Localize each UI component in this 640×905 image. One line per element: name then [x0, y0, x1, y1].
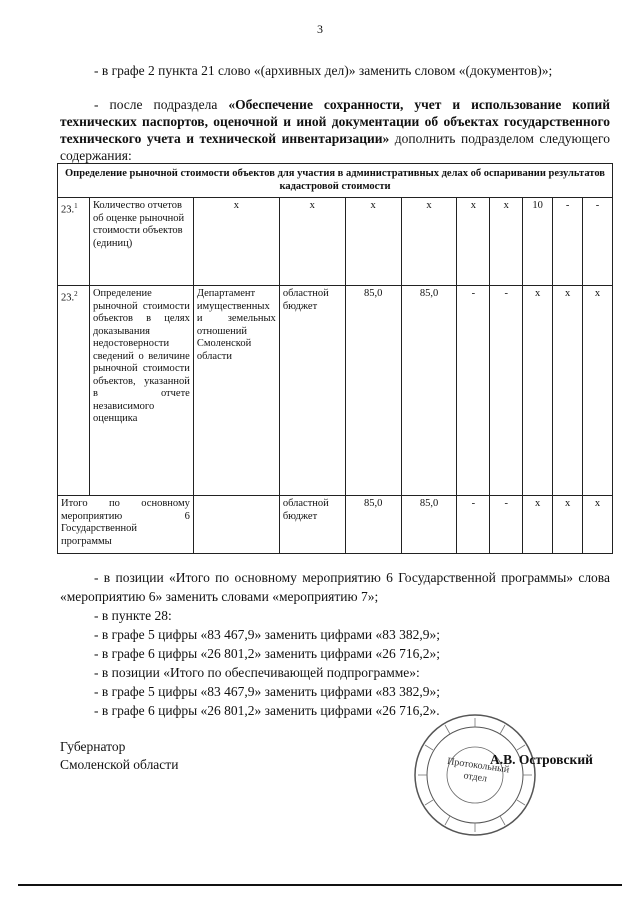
row-name: Определение рыночной стоимости объектов в целях доказывания недостоверности сведений о величине рыночной стоимости объектов, указанной в отчете независимого оценщика [89, 286, 193, 496]
row-cell: х [490, 198, 523, 286]
row-cell: х [583, 496, 613, 554]
program-table [57, 163, 613, 554]
row-cell: - [553, 198, 583, 286]
footer-rule [18, 884, 622, 886]
row-executor: Департамент имущественных и земельных отношений Смоленской области [193, 286, 279, 496]
row-cell: х [583, 286, 613, 496]
row-cell: 85,0 [401, 496, 457, 554]
row-cell: - [457, 286, 490, 496]
row-source: х [279, 198, 345, 286]
table-row [58, 198, 613, 286]
row-cell: х [457, 198, 490, 286]
change-item: - в пункте 28: [94, 608, 172, 623]
row-cell: х [523, 286, 553, 496]
change-item: - в графе 5 цифры «83 467,9» заменить цифрами «83 382,9»; [94, 684, 440, 699]
table-row-total [58, 496, 613, 554]
row-cell: 10 [523, 198, 553, 286]
row-cell: 85,0 [345, 496, 401, 554]
change-item: - в позиции «Итого по основному мероприятию 6 Государственной программы» слова «мероприятию 6» заменить словами «мероприятию 7»; [60, 570, 610, 604]
row-cell: 85,0 [401, 286, 457, 496]
row-executor [193, 496, 279, 554]
row-cell: - [583, 198, 613, 286]
row-cell: - [490, 286, 523, 496]
row-number: 23.$^2$ [58, 286, 90, 496]
row-name: Количество отчетов об оценке рыночной стоимости объектов (единиц) [89, 198, 193, 286]
signatory-title-line-2: Смоленской области [60, 757, 179, 772]
row-source: областной бюджет [279, 286, 345, 496]
row-cell: х [553, 496, 583, 554]
row-number: 23.$^1$ [58, 198, 90, 286]
change-item: - в графе 5 цифры «83 467,9» заменить цифрами «83 382,9»; [94, 627, 440, 642]
intro-line-2 [60, 96, 610, 164]
change-item: - в позиции «Итого по обеспечивающей подпрограмме»: [94, 665, 420, 680]
intro-subsection-title: «Обеспечение сохранности, учет и использование копий технических паспортов, оценочной и иной документации об объектах государственного технического учета и технической инвентаризации» [60, 97, 610, 146]
row-cell: - [490, 496, 523, 554]
row-name: Итого по основному мероприятию 6 Государственной программы [58, 496, 194, 554]
intro-line-1: - в графе 2 пункта 21 слово «(архивных дел)» заменить словом «(документов)»; [94, 63, 553, 78]
table-row [58, 286, 613, 496]
stamp-label: Протокольный отдел [446, 755, 510, 785]
intro-prefix: - после подраздела [94, 97, 229, 112]
change-item: - в графе 6 цифры «26 801,2» заменить цифрами «26 716,2»; [94, 646, 440, 661]
intro-suffix: дополнить подразделом следующего содержания: [60, 131, 610, 163]
signatory-title-line-1: Губернатор [60, 739, 126, 754]
signatory-name: А.В. Островский [490, 752, 593, 767]
row-cell: х [401, 198, 457, 286]
row-cell: х [553, 286, 583, 496]
row-cell: - [457, 496, 490, 554]
table-section-header: Определение рыночной стоимости объектов для участия в административных делах об оспаривании результатов кадастровой стоимости [58, 164, 613, 198]
signatory-title [60, 738, 178, 774]
row-executor: х [193, 198, 279, 286]
change-item: - в графе 6 цифры «26 801,2» заменить цифрами «26 716,2». [94, 703, 440, 718]
row-cell: х [345, 198, 401, 286]
row-source: областной бюджет [279, 496, 345, 554]
row-cell: х [523, 496, 553, 554]
row-cell: 85,0 [345, 286, 401, 496]
page-number: 3 [317, 22, 323, 36]
changes-list [60, 568, 610, 720]
